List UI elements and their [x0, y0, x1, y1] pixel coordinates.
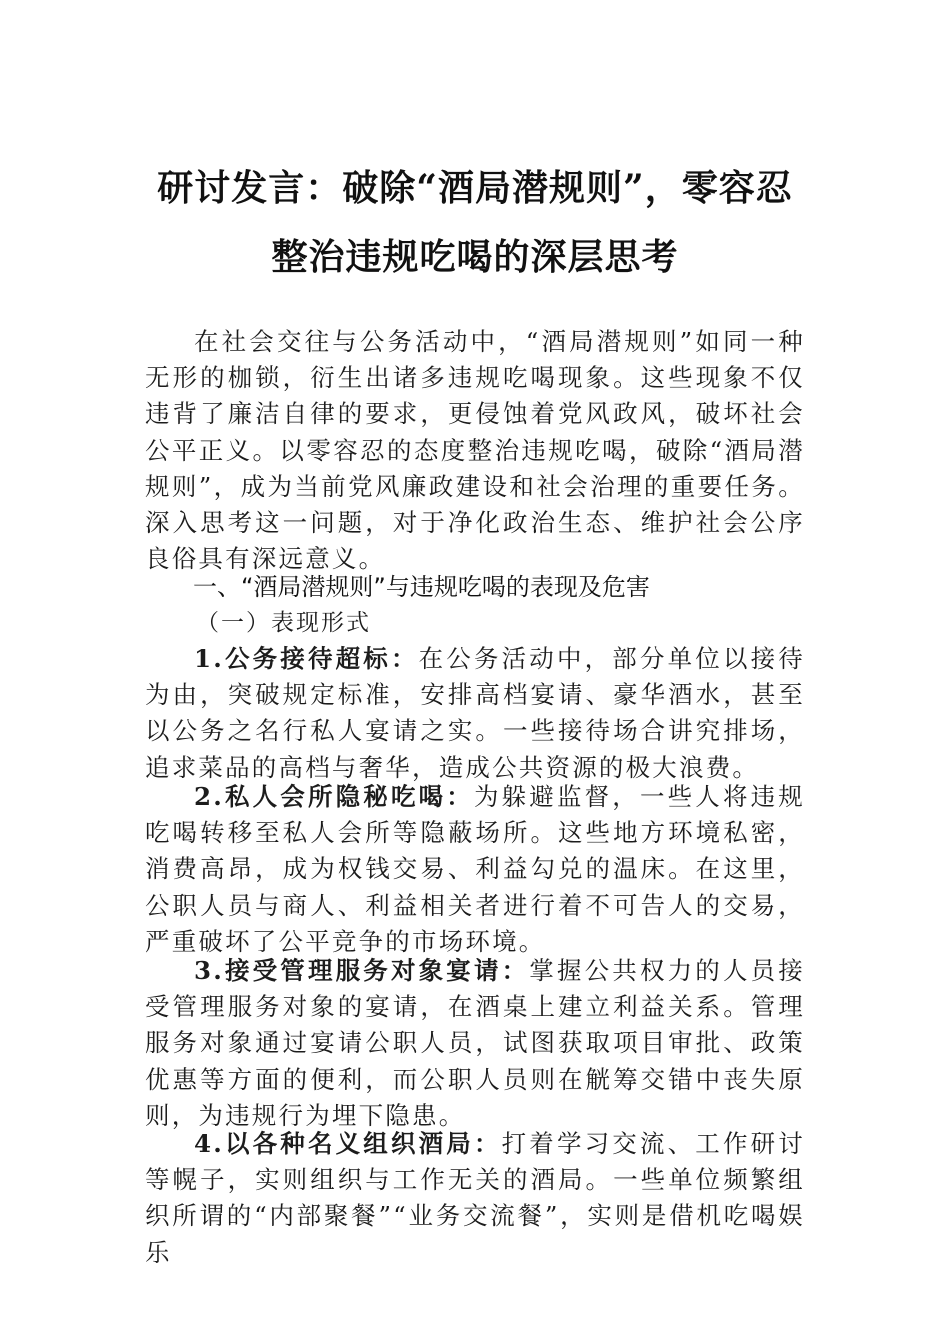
- document-title-line-1: 研讨发言：破除“酒局潜规则”，零容忍: [157, 167, 793, 209]
- list-item: [145, 779, 805, 960]
- section-heading: 一、“酒局潜规则”与违规吃喝的表现及危害: [193, 573, 650, 601]
- item-lead: 1.公务接待超标：: [194, 644, 419, 673]
- item-lead: 2.私人会所隐秘吃喝：: [194, 782, 474, 811]
- list-item: [145, 641, 805, 786]
- item-text: 掌握公共权力的人员接受管理服务对象的宴请，在酒桌上建立利益关系。管理服务对象通过宴请公职人员，试图获取项目审批、政策优惠等方面的便利，而公职人员则在觥筹交错中丧失原则，为违规行为埋下隐患。: [145, 956, 806, 1130]
- item-lead: 3.接受管理服务对象宴请：: [194, 956, 530, 985]
- item-text: 打着学习交流、工作研讨等幌子，实则组织与工作无关的酒局。一些单位频繁组织所谓的“内部聚餐”“业务交流餐”，实则是借机吃喝娱乐: [145, 1129, 805, 1267]
- item-lead: 4.以各种名义组织酒局：: [194, 1129, 502, 1158]
- document-title-line-2: 整治违规吃喝的深层思考: [271, 236, 679, 278]
- item-text: 在公务活动中，部分单位以接待为由，突破规定标准，安排高档宴请、豪华酒水，甚至以公务之名行私人宴请之实。一些接待场合讲究排场，追求菜品的高档与奢华，造成公共资源的极大浪费。: [145, 644, 805, 782]
- list-item: [145, 1126, 805, 1271]
- intro-paragraph: 在社会交往与公务活动中，“酒局潜规则”如同一种无形的枷锁，衍生出诸多违规吃喝现象。这些现象不仅违背了廉洁自律的要求，更侵蚀着党风政风，破坏社会公平正义。以零容忍的态度整治违规吃喝，破除“酒局潜规则”，成为当前党风廉政建设和社会治理的重要任务。深入思考这一问题，对于净化政治生态、维护社会公序良俗具有深远意义。: [145, 327, 805, 574]
- list-item: [145, 953, 805, 1134]
- item-text: 为躲避监督，一些人将违规吃喝转移至私人会所等隐蔽场所。这些地方环境私密，消费高昂，成为权钱交易、利益勾兑的温床。在这里，公职人员与商人、利益相关者进行着不可告人的交易，严重破坏了公平竞争的市场环境。: [145, 782, 805, 956]
- subsection-heading: （一）表现形式: [196, 610, 371, 636]
